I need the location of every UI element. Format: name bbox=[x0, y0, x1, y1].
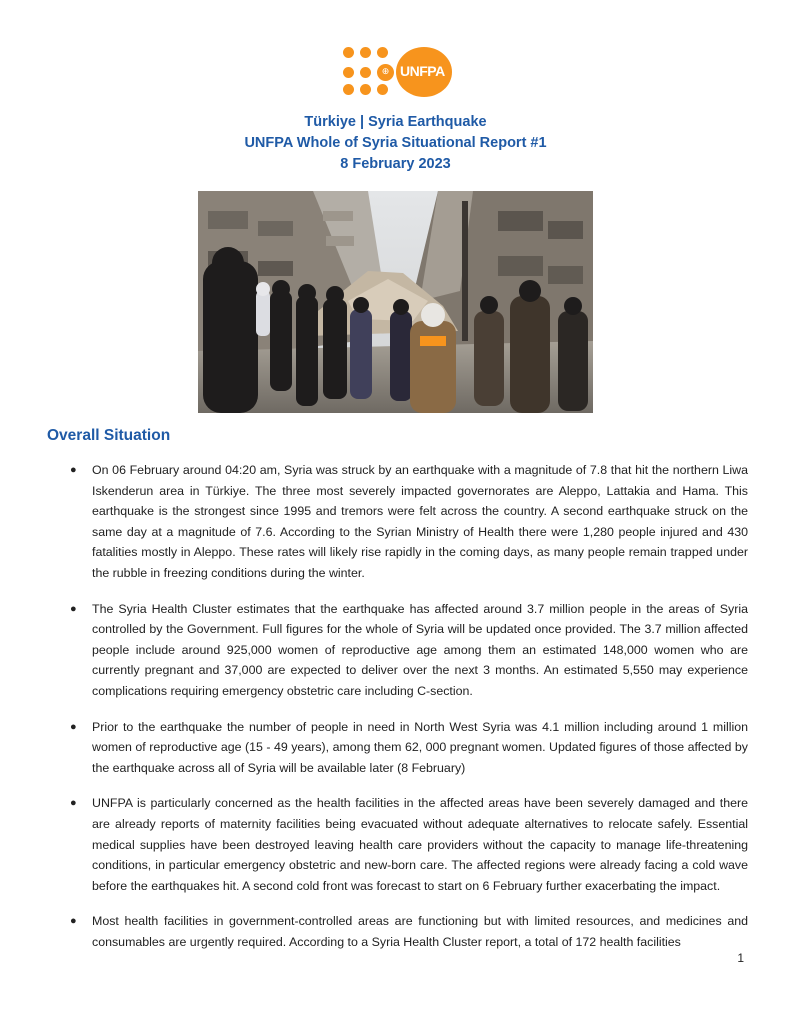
list-item bbox=[66, 460, 748, 584]
logo-dot bbox=[343, 84, 354, 95]
logo-dot bbox=[360, 67, 371, 78]
bullet-text: Prior to the earthquake the number of people in need in North West Syria was 4.1 million including around 1 million women of reproductive age (15 - 49 years), among them 62, 000 pregnant women. Updated figures of those affected by the earthquake across all of Syria will be available later (8 February) bbox=[92, 719, 748, 775]
list-item bbox=[66, 717, 748, 779]
bullet-icon: ● bbox=[70, 602, 77, 615]
report-title-block bbox=[0, 112, 791, 175]
unfpa-brand-mark bbox=[396, 47, 452, 97]
report-title: UNFPA Whole of Syria Situational Report #1 bbox=[244, 135, 547, 151]
page-number: 1 bbox=[737, 951, 744, 965]
bullet-text: Most health facilities in government-controlled areas are functioning but with limited resources, and medicines and consumables are urgently required. According to a Syria Health Cluster report, a total of 172 health facilities bbox=[92, 914, 748, 949]
list-item bbox=[66, 793, 748, 896]
report-date: 8 February 2023 bbox=[340, 156, 451, 172]
bullet-icon: ● bbox=[70, 464, 77, 476]
logo-dot bbox=[360, 84, 371, 95]
bullet-text: The Syria Health Cluster estimates that the earthquake has affected around 3.7 million people in the areas of Syria controlled by the Government. Full figures for the whole of Syria will be updated once provided. The 3.7 million affected people include around 925,000 women of reproductive age among them an estimated 148,000 women who are currently pregnant and 37,000 are expected to deliver over the next 3 months. An estimated 5,550 may experience complications requiring emergency obstetric care including C-section. bbox=[92, 601, 748, 698]
section-heading: Overall Situation bbox=[47, 427, 171, 444]
report-subject: Türkiye | Syria Earthquake bbox=[304, 114, 487, 130]
un-emblem-icon: ⊕ bbox=[377, 64, 394, 81]
logo-dot bbox=[377, 47, 388, 58]
bullet-icon: ● bbox=[70, 915, 77, 928]
bullet-icon: ● bbox=[70, 720, 77, 733]
logo-dot bbox=[360, 47, 371, 58]
logo-dot bbox=[377, 84, 388, 95]
logo-dot bbox=[343, 67, 354, 78]
list-item bbox=[66, 911, 748, 952]
logo-dot bbox=[343, 47, 354, 58]
street-rubble-photo bbox=[198, 191, 593, 413]
list-item bbox=[66, 599, 748, 702]
situation-bullet-list bbox=[66, 460, 748, 967]
bullet-icon: ● bbox=[70, 797, 77, 810]
unfpa-logo bbox=[340, 44, 452, 96]
bullet-text: On 06 February around 04:20 am, Syria was struck by an earthquake with a magnitude of 7.8 that hit the northern Liwa Iskenderun area in Türkiye. The three most severely impacted governorates are Aleppo, Lattakia and Hama. This earthquake is the strongest since 1995 and tremors were felt across the country. A second earthquake struck on the same day at a magnitude of 7.6. According to the Syrian Ministry of Health there were 1,280 people injured and 430 fatalities mostly in Aleppo. These rates will likely rise rapidly in the coming days, as many people remain trapped under the rubble in freezing conditions during the winter. bbox=[92, 463, 748, 580]
brand-text: UNFPA bbox=[400, 63, 445, 79]
bullet-text: UNFPA is particularly concerned as the health facilities in the affected areas have been severely damaged and there are already reports of maternity facilities being evacuated without adequate alternatives to relocate safely. Essential medical supplies have been destroyed leaving health care providers without the capacity to manage life-threatening conditions, in particular emergency obstetric and new-born care. The affected regions were already facing a cold wave before the earthquakes hit. A second cold front was forecast to start on 6 February further exacerbating the impact. bbox=[92, 796, 748, 893]
